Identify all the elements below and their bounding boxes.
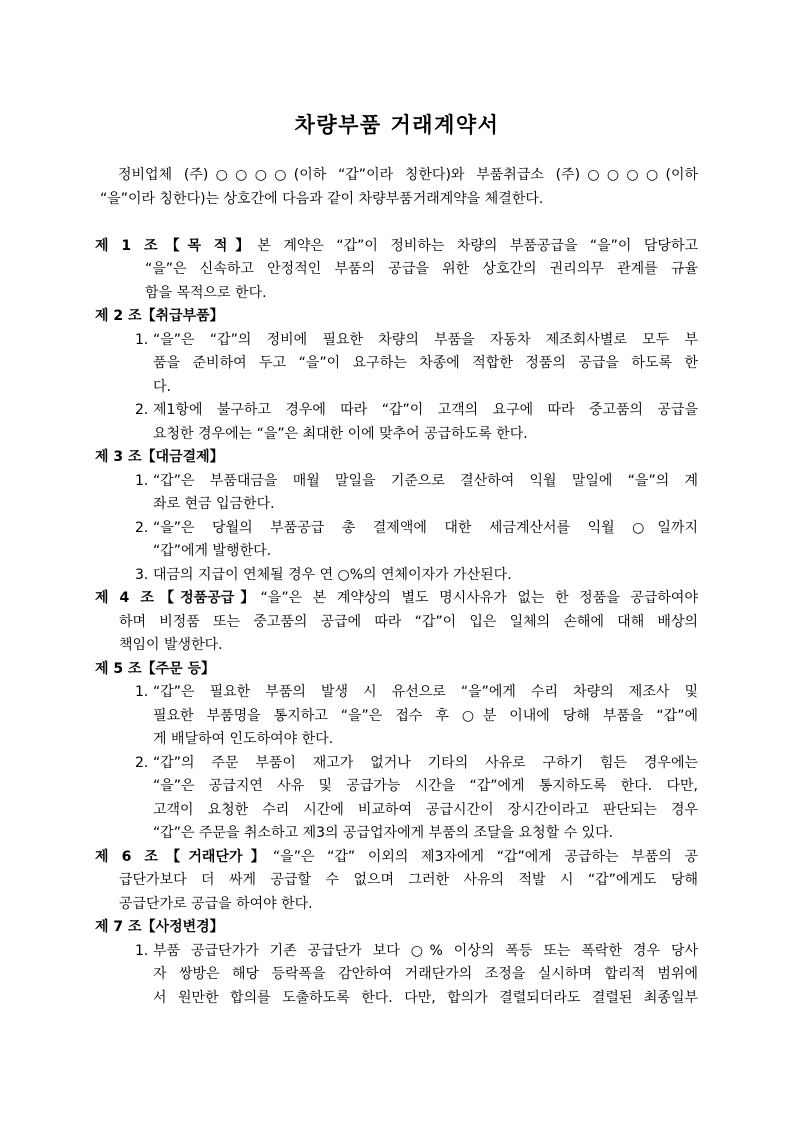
article-1-line-2: “을”은 신속하고 안정적인 부품의 공급을 위한 상호간의 권리의무 관계를 규율 bbox=[145, 261, 698, 277]
article-2-item-2-line-2: 요청한 경우에는 “을”은 최대한 이에 맞추어 공급하도록 한다. bbox=[153, 425, 528, 442]
article-5-item-2-line-3: 고객이 요청한 수리 시간에 비교하여 공급시간이 장시간이라고 판단되는 경우 bbox=[153, 801, 698, 818]
article-7 bbox=[0, 916, 794, 1010]
article-3-item-1-line-2: 좌로 현금 입금한다. bbox=[153, 496, 275, 512]
article-5-label: 제 5 조 bbox=[95, 660, 142, 677]
article-3-heading: 【대금결제】 bbox=[141, 449, 224, 465]
article-2-item-1-number: 1. bbox=[135, 331, 149, 348]
article-4-text: “을”은 본 계약상의 별도 명시사유가 없는 한 정품을 공급하여야 bbox=[260, 590, 698, 606]
article-5-item-2-line-4: “갑”은 주문을 취소하고 제3의 공급업자에게 부품의 조달을 요청할 수 있다. bbox=[153, 825, 614, 841]
article-3-item-3-number: 3. bbox=[135, 566, 149, 583]
article-5-item-2-text: “갑”의 주문 부품이 재고가 없거나 기타의 사유로 구하기 힘든 경우에는 bbox=[153, 754, 698, 771]
article-5-item-2-line-2: “을”은 공급지연 사유 및 공급가능 시간을 “갑”에게 통지하도록 한다. 다만, bbox=[153, 778, 698, 794]
article-6-line-1 bbox=[95, 846, 698, 870]
article-5-heading-line bbox=[95, 658, 698, 682]
article-2-item-2-line-1 bbox=[135, 399, 698, 423]
article-4-line-2: 하며 비정품 또는 중고품의 공급에 따라 “갑”이 입은 일체의 손해에 대해 배상의 bbox=[119, 613, 698, 630]
article-7-item-1-line-3: 서 원만한 합의를 도출하도록 한다. 다만, 합의가 결렬되더라도 결렬된 최종일부 bbox=[153, 989, 698, 1006]
article-2-item-1-text: “을”은 “갑”의 정비에 필요한 차량의 부품을 자동차 제조회사별로 모두 부 bbox=[153, 331, 698, 348]
article-6-heading: 【거래단가】 bbox=[157, 848, 273, 865]
article-1 bbox=[0, 235, 794, 306]
document-title: 차량부품 거래계약서 bbox=[294, 113, 500, 137]
article-1-line-1 bbox=[95, 235, 698, 259]
article-4 bbox=[0, 587, 794, 658]
paragraph-spacer bbox=[0, 211, 794, 235]
article-3-item-3-text: 대금의 지급이 연체될 경우 연 ○%의 연체이자가 가산된다. bbox=[153, 566, 512, 583]
article-6-label: 제 6 조 bbox=[95, 848, 158, 865]
article-3-item-2-line-2: “갑”에게 발행한다. bbox=[153, 543, 272, 559]
article-4-heading: 【정품공급】 bbox=[153, 590, 261, 606]
article-4-label: 제 4 조 bbox=[95, 590, 154, 606]
article-1-label: 제 1 조 bbox=[95, 237, 158, 254]
article-5-item-1-line-3: 게 배달하여 인도하여야 한다. bbox=[153, 731, 334, 747]
article-6-line-2: 급단가보다 더 싸게 공급할 수 없으며 그러한 사유의 적발 시 “갑”에게도 당해 bbox=[119, 872, 698, 888]
article-2-label: 제 2 조 bbox=[95, 308, 142, 324]
article-7-item-1-text: 부품 공급단가가 기존 공급단가 보다 ○% 이상의 폭등 또는 폭락한 경우 당사 bbox=[153, 942, 698, 959]
article-3-label: 제 3 조 bbox=[95, 449, 142, 465]
article-5-item-1-line-2: 필요한 부품명을 통지하고 “을”은 접수 후 ○분 이내에 당해 부품을 “갑”에 bbox=[153, 707, 698, 724]
article-4-line-1 bbox=[95, 587, 698, 611]
article-5-item-2-number: 2. bbox=[135, 754, 149, 771]
article-3-item-2-line-1 bbox=[135, 517, 698, 541]
article-1-line-3: 함을 목적으로 한다. bbox=[145, 284, 267, 301]
article-5-item-1-number: 1. bbox=[135, 684, 149, 700]
article-3 bbox=[0, 446, 794, 587]
article-2-item-1-line-1 bbox=[135, 329, 698, 353]
article-7-item-1-line-2: 자 쌍방은 해당 등락폭을 감안하여 거래단가의 조정을 실시하며 합리적 범위에 bbox=[153, 966, 698, 982]
article-2-item-1-line-3: 다. bbox=[153, 378, 171, 395]
article-3-item-1-number: 1. bbox=[135, 472, 149, 489]
article-7-label: 제 7 조 bbox=[95, 919, 142, 935]
article-2 bbox=[0, 305, 794, 446]
intro-line-2: “을”이라 칭한다)는 상호간에 다음과 같이 차량부품거래계약을 체결한다. bbox=[100, 190, 544, 207]
article-6 bbox=[0, 846, 794, 917]
intro-paragraph bbox=[0, 164, 794, 211]
article-7-heading-line bbox=[95, 916, 698, 940]
article-2-heading: 【취급부품】 bbox=[141, 308, 224, 324]
contract-body bbox=[0, 164, 794, 1010]
article-1-heading: 【목 적】 bbox=[157, 237, 258, 254]
article-4-line-3: 책임이 발생한다. bbox=[119, 637, 223, 653]
article-2-item-1-line-2: 품을 준비하여 두고 “을”이 요구하는 차종에 적합한 정품의 공급을 하도록 한 bbox=[153, 355, 698, 371]
article-7-item-1-line-1 bbox=[135, 940, 698, 964]
article-3-item-2-number: 2. bbox=[135, 519, 149, 536]
article-2-item-2-text: 제1항에 불구하고 경우에 따라 “갑”이 고객의 요구에 따라 중고품의 공급을 bbox=[153, 402, 698, 418]
article-5-item-1-line-1 bbox=[135, 681, 698, 705]
article-5 bbox=[0, 658, 794, 846]
article-3-item-2-text: “을”은 당월의 부품공급 총 결제액에 대한 세금계산서를 익월 ○일까지 bbox=[153, 519, 698, 536]
article-3-heading-line bbox=[95, 446, 698, 470]
article-7-item-1-number: 1. bbox=[135, 942, 149, 959]
article-7-heading: 【사정변경】 bbox=[141, 919, 224, 935]
article-2-item-2-number: 2. bbox=[135, 402, 149, 418]
article-3-item-1-text: “갑”은 부품대금을 매월 말일을 기준으로 결산하여 익월 말일에 “을”의 계 bbox=[153, 472, 698, 489]
article-6-line-3: 공급단가로 공급을 하여야 한다. bbox=[119, 895, 313, 912]
article-5-item-2-line-1 bbox=[135, 752, 698, 776]
article-3-item-3-line-1 bbox=[135, 564, 698, 588]
intro-line-1: 정비업체 (주)○○○○(이하 “갑”이라 칭한다)와 부품취급소 (주)○○○○(이하 bbox=[118, 167, 698, 183]
article-1-text: 본 계약은 “갑”이 정비하는 차량의 부품공급을 “을”이 담당하고 bbox=[257, 237, 698, 254]
article-5-heading: 【주문 등】 bbox=[141, 660, 215, 677]
article-2-heading-line bbox=[95, 305, 698, 329]
article-3-item-1-line-1 bbox=[135, 470, 698, 494]
article-5-item-1-text: “갑”은 필요한 부품의 발생 시 유선으로 “을”에게 수리 차량의 제조사 및 bbox=[153, 684, 698, 700]
article-6-text: “을”은 “갑” 이외의 제3자에게 “갑”에게 공급하는 부품의 공 bbox=[272, 848, 698, 865]
